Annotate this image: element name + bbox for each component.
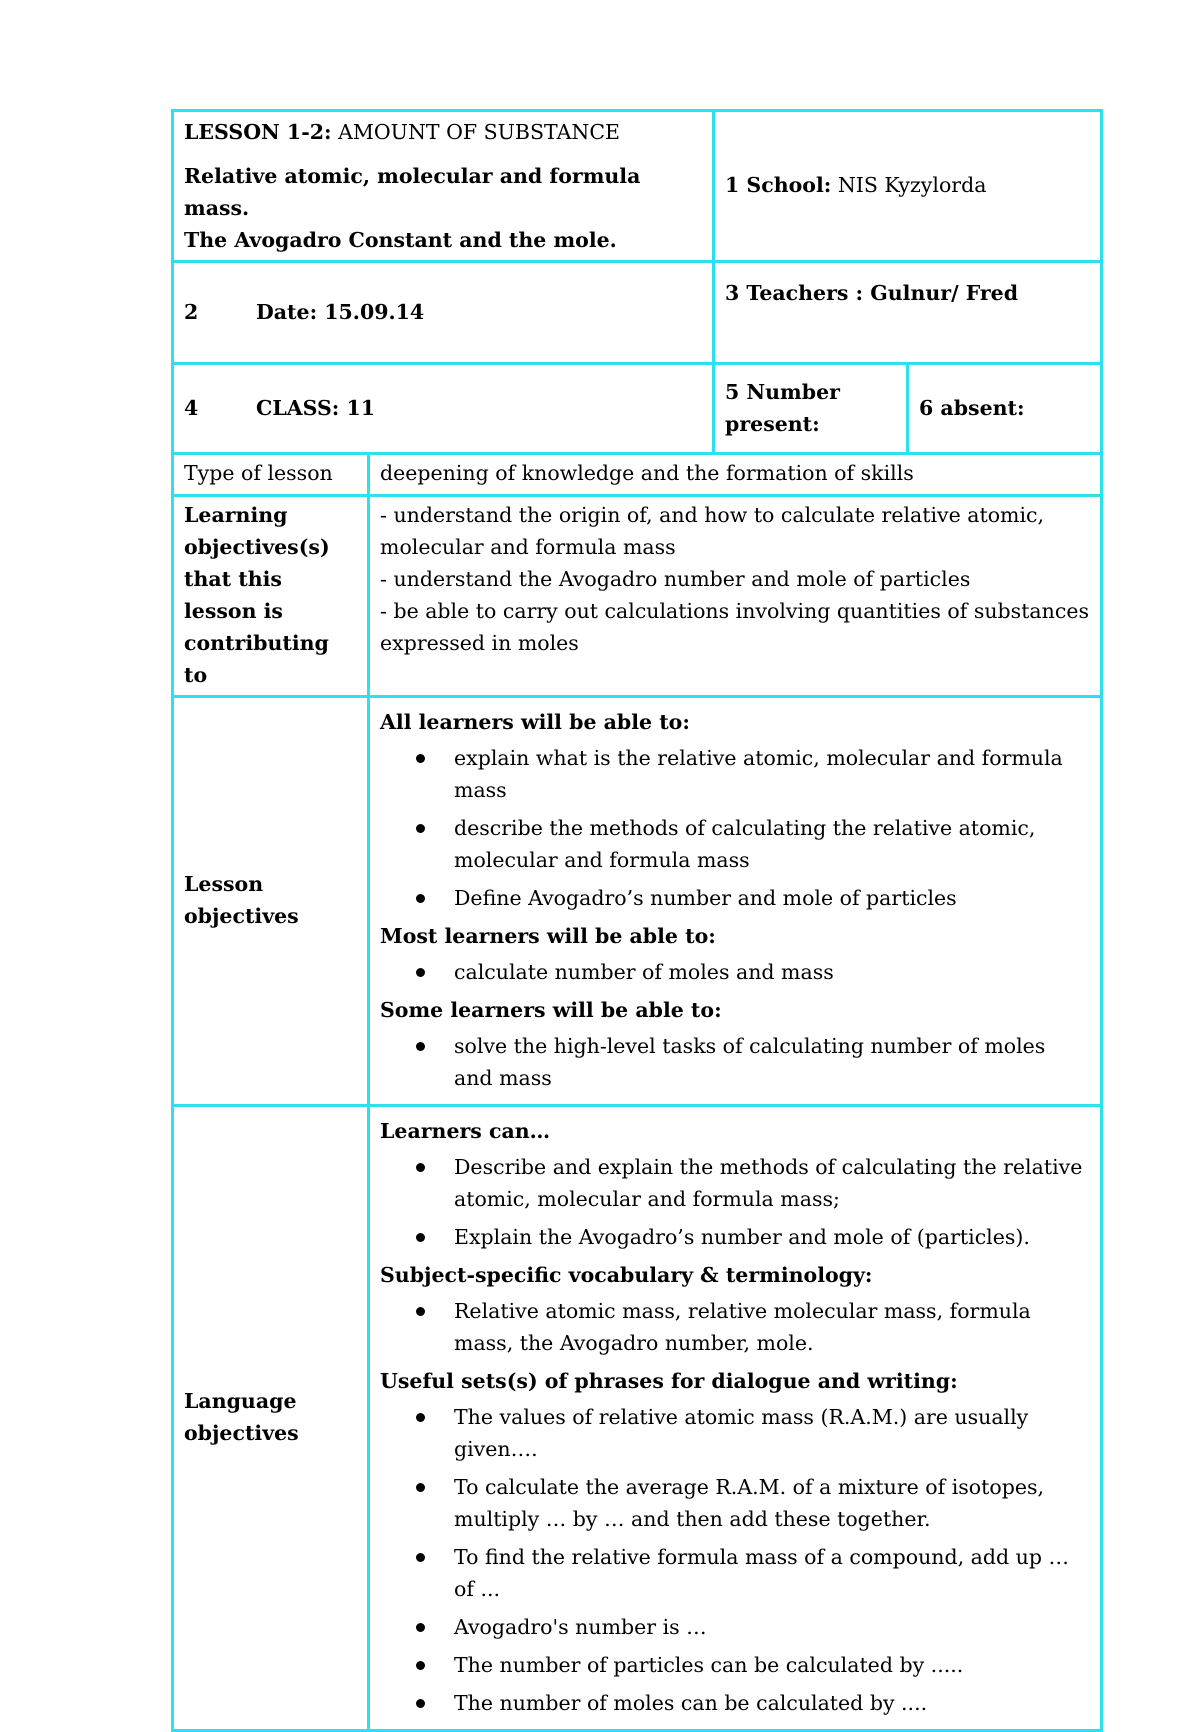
type-of-lesson-row xyxy=(173,454,1102,496)
list-item: The values of relative atomic mass (R.A.M.) are usually given…. xyxy=(454,1401,1090,1465)
list-item: The number of particles can be calculated by ..... xyxy=(454,1649,1090,1681)
language-objectives-label: Language objectives xyxy=(173,1106,369,1731)
learning-objective-item: - understand the origin of, and how to calculate relative atomic, molecular and formula mass xyxy=(380,503,1045,559)
learning-objective-item: - be able to carry out calculations involving quantities of substances expressed in moles xyxy=(380,599,1089,655)
absent-text: 6 absent: xyxy=(919,395,1025,420)
lesson-title-cell xyxy=(173,111,714,262)
lesson-objectives-row xyxy=(173,697,1102,1106)
list-item: Relative atomic mass, relative molecular mass, formula mass, the Avogadro number, mole. xyxy=(454,1295,1090,1359)
learning-objective-item: - understand the Avogadro number and mole of particles xyxy=(380,567,971,591)
list-item: The number of moles can be calculated by .... xyxy=(454,1687,1090,1719)
lesson-objectives-cell xyxy=(369,697,1102,1106)
some-learners-list xyxy=(380,1030,1090,1094)
most-learners-list xyxy=(380,956,1090,988)
learners-can-heading: Learners can… xyxy=(380,1119,551,1143)
topic-line-1: Relative atomic, molecular and formula mass. xyxy=(184,164,641,220)
list-item: Explain the Avogadro’s number and mole of (particles). xyxy=(454,1221,1090,1253)
lesson-label: LESSON 1-2: xyxy=(184,120,332,144)
date-text: Date: 15.09.14 xyxy=(256,299,425,324)
type-of-lesson-label: Type of lesson xyxy=(173,454,369,496)
lesson-heading xyxy=(184,116,702,148)
teachers-cell xyxy=(714,262,1102,364)
learners-can-list xyxy=(380,1151,1090,1253)
learning-objectives-cell xyxy=(369,496,1102,697)
date-cell xyxy=(173,262,714,364)
school-label: 1 School: xyxy=(725,173,832,197)
phrases-list xyxy=(380,1401,1090,1719)
topic-line-2: The Avogadro Constant and the mole. xyxy=(184,228,617,252)
phrases-heading: Useful sets(s) of phrases for dialogue and writing: xyxy=(380,1369,958,1393)
date-row xyxy=(173,262,1102,364)
number-present-text: 5 Number present: xyxy=(725,379,840,436)
list-item: Describe and explain the methods of calculating the relative atomic, molecular and formula mass; xyxy=(454,1151,1090,1215)
lesson-plan-table xyxy=(171,109,1103,1732)
date-number: 2 xyxy=(184,299,199,324)
list-item: describe the methods of calculating the relative atomic, molecular and formula mass xyxy=(454,812,1090,876)
class-cell xyxy=(173,364,714,454)
type-of-lesson-value: deepening of knowledge and the formation of skills xyxy=(369,454,1102,496)
language-objectives-row xyxy=(173,1106,1102,1731)
lesson-objectives-label: Lesson objectives xyxy=(173,697,369,1106)
list-item: Avogadro's number is … xyxy=(454,1611,1090,1643)
school-cell xyxy=(714,111,1102,262)
lesson-header-row xyxy=(173,111,1102,262)
language-objectives-cell xyxy=(369,1106,1102,1731)
list-item: Define Avogadro’s number and mole of particles xyxy=(454,882,1090,914)
vocabulary-list xyxy=(380,1295,1090,1359)
class-number: 4 xyxy=(184,395,199,420)
some-learners-heading: Some learners will be able to: xyxy=(380,998,722,1022)
list-item: To find the relative formula mass of a compound, add up … of ... xyxy=(454,1541,1090,1605)
class-text: CLASS: 11 xyxy=(256,395,376,420)
learning-objectives-row xyxy=(173,496,1102,697)
learning-objectives-label: Learning objectives(s) that this lesson is contributing to xyxy=(173,496,369,697)
most-learners-heading: Most learners will be able to: xyxy=(380,924,716,948)
teachers-text: 3 Teachers : Gulnur/ Fred xyxy=(725,281,1019,305)
lesson-title: AMOUNT OF SUBSTANCE xyxy=(331,120,620,144)
class-row xyxy=(173,364,1102,454)
school-value: NIS Kyzylorda xyxy=(831,173,987,197)
list-item: explain what is the relative atomic, molecular and formula mass xyxy=(454,742,1090,806)
vocabulary-heading: Subject-specific vocabulary & terminology: xyxy=(380,1263,873,1287)
list-item: calculate number of moles and mass xyxy=(454,956,1090,988)
number-present-cell xyxy=(714,364,908,454)
list-item: To calculate the average R.A.M. of a mixture of isotopes, multiply … by … and then add these together. xyxy=(454,1471,1090,1535)
all-learners-heading: All learners will be able to: xyxy=(380,710,690,734)
all-learners-list xyxy=(380,742,1090,914)
absent-cell xyxy=(908,364,1102,454)
list-item: solve the high-level tasks of calculating number of moles and mass xyxy=(454,1030,1090,1094)
